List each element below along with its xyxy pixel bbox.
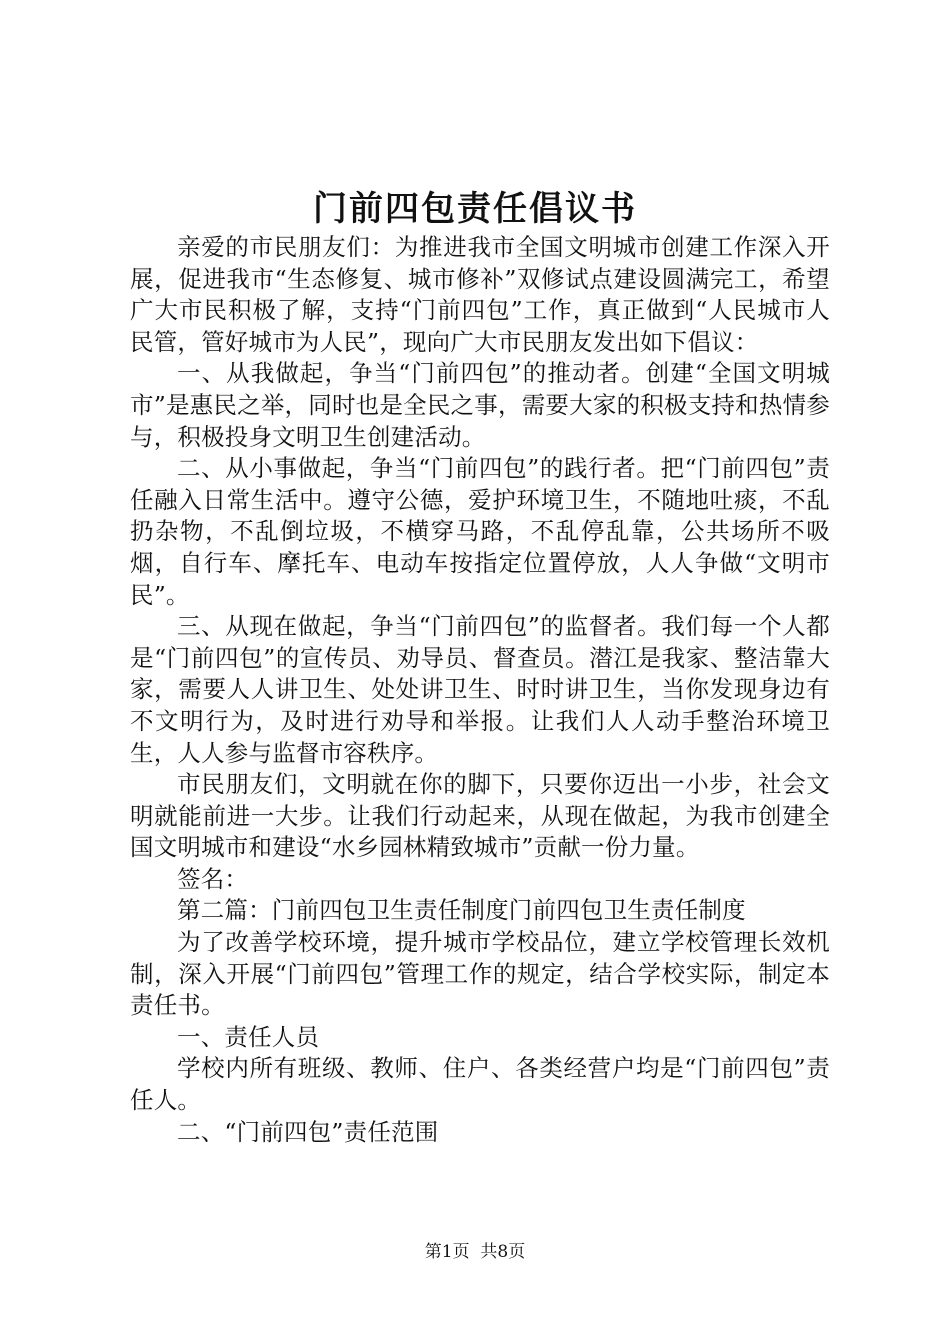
page-footer [0, 1240, 950, 1264]
signature-line: 签名： [177, 864, 249, 893]
paragraph-greeting: 亲爱的市民朋友们：为推进我市全国文明城市创建工作深入开展，促进我市“生态修复、城市修补”双修试点建设圆满完工，希望广大市民积极了解，支持“门前四包”工作，真正做到“人民城市人民管，管好城市为人民”，现向广大市民朋友发出如下倡议： [130, 233, 830, 356]
paragraph-point-one: 一、从我做起，争当“门前四包”的推动者。创建“全国文明城市”是惠民之举，同时也是全民之事，需要大家的积极支持和热情参与，积极投身文明卫生创建活动。 [130, 359, 830, 451]
paragraph-closing: 市民朋友们，文明就在你的脚下，只要你迈出一小步，社会文明就能前进一大步。让我们行动起来，从现在做起，为我市创建全国文明城市和建设“水乡园林精致城市”贡献一份力量。 [130, 770, 830, 862]
document-body [130, 232, 830, 1148]
heading-responsibility-scope: 二、“门前四包”责任范围 [177, 1117, 439, 1146]
heading-responsible-persons: 一、责任人员 [177, 1022, 320, 1051]
paragraph-point-three: 三、从现在做起，争当“门前四包”的监督者。我们每一个人都是“门前四包”的宣传员、劝导员、督查员。潜江是我家、整洁靠大家，需要人人讲卫生、处处讲卫生、时时讲卫生，当你发现身边有不文明行为，及时进行劝导和举报。让我们人人动手整治环境卫生，人人参与监督市容秩序。 [130, 612, 830, 767]
page-total: 共8页 [480, 1242, 526, 1262]
paragraph-section-two-intro: 为了改善学校环境，提升城市学校品位，建立学校管理长效机制，深入开展“门前四包”管理工作的规定，结合学校实际，制定本责任书。 [130, 928, 830, 1020]
document-title: 门前四包责任倡议书 [313, 189, 637, 229]
page-number: 第1页 [424, 1242, 470, 1262]
section-two-heading: 第二篇：门前四包卫生责任制度门前四包卫生责任制度 [177, 896, 746, 925]
paragraph-point-two: 二、从小事做起，争当“门前四包”的践行者。把“门前四包”责任融入日常生活中。遵守公德，爱护环境卫生，不随地吐痰，不乱扔杂物，不乱倒垃圾，不横穿马路，不乱停乱靠，公共场所不吸烟，自行车、摩托车、电动车按指定位置停放，人人争做“文明市民”。 [130, 454, 830, 609]
paragraph-responsible-persons: 学校内所有班级、教师、住户、各类经营户均是“门前四包”责任人。 [130, 1054, 830, 1115]
